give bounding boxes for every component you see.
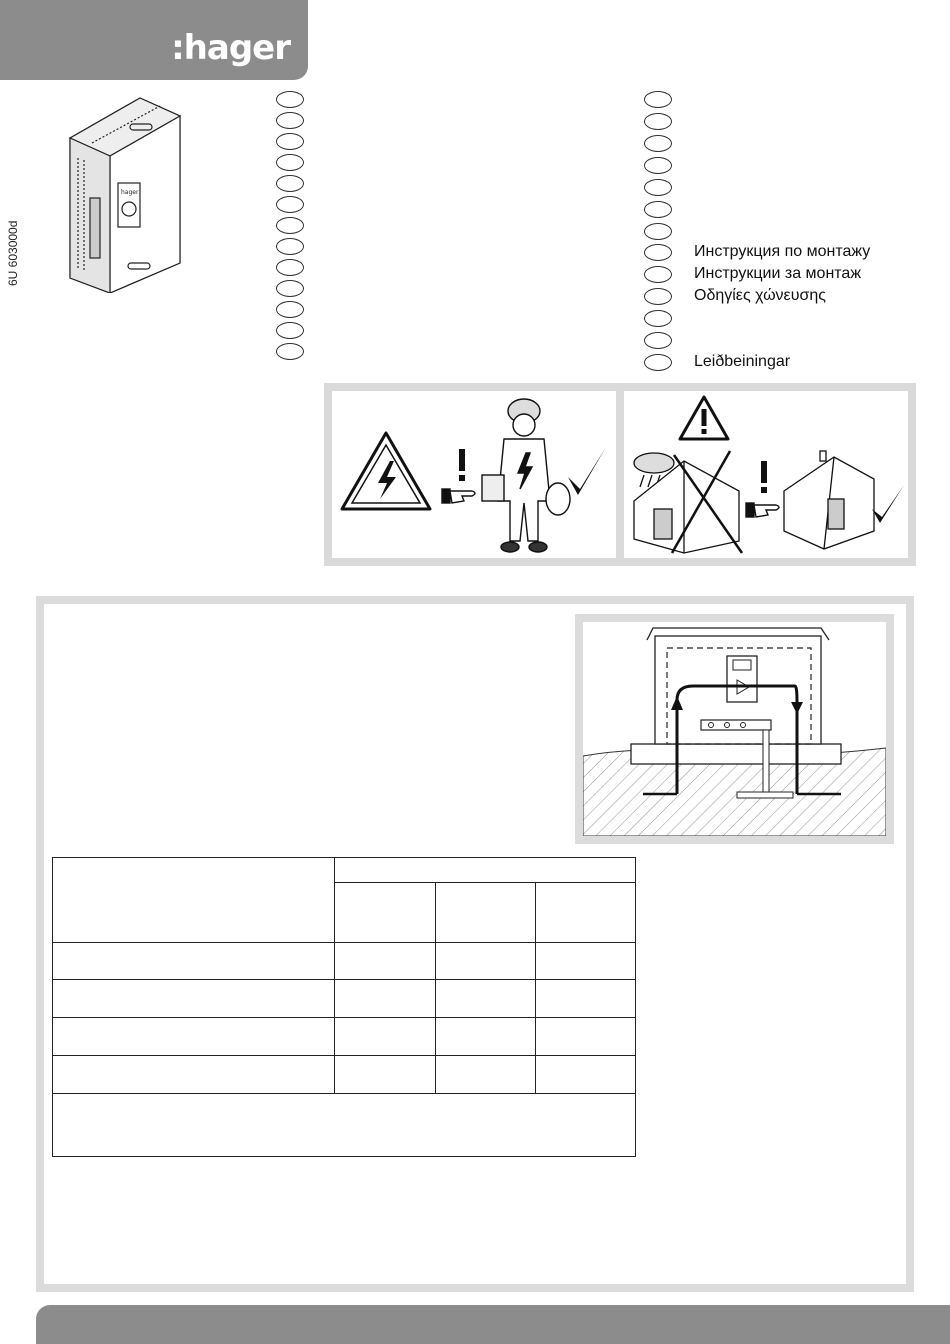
language-code-badge: [276, 175, 304, 192]
language-code-badge: [644, 201, 672, 218]
language-code-badge: [276, 91, 304, 108]
table-cell: [335, 858, 636, 883]
table-cell: [436, 1056, 536, 1094]
grounding-diagram: [583, 622, 886, 836]
language-item[interactable]: [276, 131, 326, 151]
table-cell: [53, 1018, 335, 1056]
table-row: [53, 1094, 636, 1157]
spec-table: [52, 857, 636, 1157]
language-code-badge: [644, 135, 672, 152]
language-code-badge: [644, 113, 672, 130]
language-code-badge: [276, 343, 304, 360]
language-item[interactable]: [276, 215, 326, 235]
language-code-badge: [644, 223, 672, 240]
language-item[interactable]: [644, 177, 694, 197]
electrician-icon: [482, 399, 570, 552]
language-item[interactable]: [644, 286, 826, 306]
language-code-badge: [644, 288, 672, 305]
language-code-badge: [276, 280, 304, 297]
language-code-badge: [276, 196, 304, 213]
language-item[interactable]: [644, 330, 694, 350]
indoor-installation-panel: [624, 391, 908, 558]
language-item[interactable]: [276, 278, 326, 298]
language-item[interactable]: [276, 152, 326, 172]
table-cell: [536, 883, 636, 943]
table-cell: [536, 1056, 636, 1094]
language-item[interactable]: [276, 320, 326, 340]
language-item[interactable]: [276, 89, 326, 109]
language-item[interactable]: [276, 299, 326, 319]
language-item[interactable]: [276, 173, 326, 193]
language-item[interactable]: [276, 236, 326, 256]
language-code-badge: [644, 354, 672, 371]
language-item[interactable]: [644, 89, 694, 109]
language-item[interactable]: [644, 199, 694, 219]
enclosure-product-icon: [30, 88, 190, 293]
language-code-badge: [644, 91, 672, 108]
table-cell: [53, 943, 335, 980]
checkmark-icon: [872, 485, 904, 523]
pointing-hand-icon: [442, 489, 475, 503]
language-label: Инструкция по монтажу: [694, 243, 871, 260]
table-cell: [536, 1018, 636, 1056]
table-cell: [536, 943, 636, 980]
language-code-badge: [276, 301, 304, 318]
document-reference-code: 6U 603000d: [6, 220, 20, 286]
checkmark-icon: [568, 447, 606, 495]
table-row: [53, 980, 636, 1018]
language-item[interactable]: [644, 242, 870, 262]
language-code-badge: [276, 322, 304, 339]
footer-bar: [36, 1305, 950, 1344]
language-code-badge: [644, 310, 672, 327]
warning-triangle-icon: [680, 397, 728, 439]
table-cell: [436, 980, 536, 1018]
language-code-badge: [644, 266, 672, 283]
language-item[interactable]: [644, 264, 861, 284]
outdoor-house-crossed-icon: [634, 451, 742, 553]
table-cell: [335, 943, 436, 980]
language-item[interactable]: [276, 257, 326, 277]
indoor-house-icon: [784, 451, 874, 549]
language-code-badge: [644, 244, 672, 261]
table-footer-note: [53, 1094, 636, 1157]
table-row: [53, 943, 636, 980]
table-cell: [53, 858, 335, 943]
language-code-badge: [276, 154, 304, 171]
language-label: Οδηγίες χώνευσης: [694, 287, 826, 304]
table-cell: [436, 883, 536, 943]
language-item[interactable]: [276, 194, 326, 214]
language-item[interactable]: [644, 221, 694, 241]
language-label: Leiðbeiningar: [694, 353, 791, 370]
exclamation-icon: [459, 449, 465, 481]
language-code-badge: [644, 157, 672, 174]
language-code-badge: [276, 217, 304, 234]
language-item[interactable]: [644, 155, 694, 175]
pointing-hand-icon: [746, 503, 779, 517]
safety-warning-frame: [324, 383, 916, 566]
table-row: [53, 858, 636, 883]
table-cell: [53, 1056, 335, 1094]
language-code-badge: [276, 133, 304, 150]
exclamation-icon: [761, 461, 767, 493]
table-row: [53, 1018, 636, 1056]
high-voltage-warning-icon: [342, 433, 430, 509]
table-cell: [536, 980, 636, 1018]
language-item[interactable]: [276, 341, 326, 361]
table-cell: [335, 1056, 436, 1094]
language-item[interactable]: [644, 133, 694, 153]
table-cell: [335, 980, 436, 1018]
qualified-electrician-panel: [332, 391, 616, 558]
table-cell: [335, 1018, 436, 1056]
hager-logo: :hager: [171, 28, 290, 68]
table-cell: [335, 883, 436, 943]
language-label: Инструкции за монтаж: [694, 265, 862, 282]
language-code-badge: [644, 332, 672, 349]
svg-text:hager: hager: [121, 189, 139, 196]
language-item[interactable]: [644, 352, 790, 372]
language-code-badge: [644, 179, 672, 196]
language-code-badge: [276, 238, 304, 255]
language-code-badge: [276, 112, 304, 129]
table-cell: [436, 1018, 536, 1056]
language-code-badge: [276, 259, 304, 276]
language-item[interactable]: [644, 308, 694, 328]
language-item[interactable]: [644, 111, 694, 131]
language-item[interactable]: [276, 110, 326, 130]
table-cell: [53, 980, 335, 1018]
table-cell: [436, 943, 536, 980]
table-row: [53, 1056, 636, 1094]
brand-header-tab: [0, 0, 308, 80]
